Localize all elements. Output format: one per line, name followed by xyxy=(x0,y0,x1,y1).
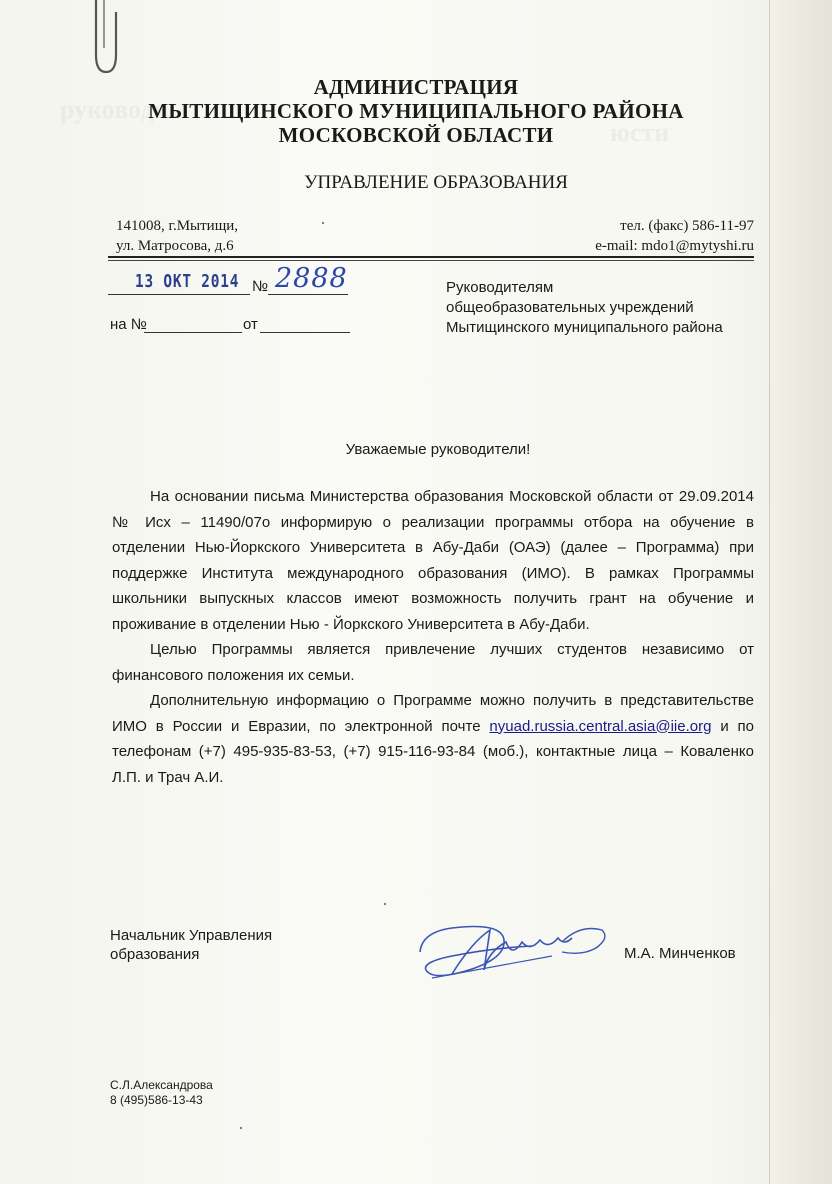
number-underline xyxy=(268,294,348,295)
signatory-name: М.А. Минченков xyxy=(624,945,736,962)
reply-from-label: от xyxy=(243,316,258,333)
recipient-line-3: Мытищинского муниципального района xyxy=(446,319,723,336)
date-underline xyxy=(108,294,250,295)
signatory-title-line-1: Начальник Управления xyxy=(110,927,273,944)
paragraph-3-end: и по телефонам (+7) 495-935-83-53, (+7) 915-116-93-84 (моб.), контактные лица – Коваленко Л.П. и Трач А.И. xyxy=(112,717,755,786)
contact-block xyxy=(595,216,754,256)
speck xyxy=(384,903,386,905)
executor-name: С.Л.Александрова xyxy=(110,1078,213,1092)
phone-text: тел. (факс) 586-11-97 xyxy=(620,218,754,234)
signatory-title xyxy=(110,926,272,964)
greeting: Уважаемые руководители! xyxy=(345,441,531,458)
contact-email-link[interactable]: nyuad.russia.central.asia@iie.org xyxy=(489,717,712,735)
reply-date-line xyxy=(260,332,350,333)
bleed-through: юсти xyxy=(610,118,670,147)
address-block xyxy=(116,216,238,256)
bleed-through: руководи xyxy=(60,95,169,124)
department-title: УПРАВЛЕНИЕ ОБРАЗОВАНИЯ xyxy=(304,172,568,193)
reply-prefix: на № xyxy=(110,316,147,333)
email-text: e-mail: mdo1@mytyshi.ru xyxy=(595,238,754,254)
org-line-3: МОСКОВСКОЙ ОБЛАСТИ xyxy=(278,123,554,147)
speck xyxy=(240,1127,242,1129)
letter-body xyxy=(112,484,754,790)
executor-block xyxy=(110,1078,213,1108)
header-rule-thick xyxy=(108,256,754,258)
paper-clip-icon xyxy=(84,0,124,80)
header-rule-thin xyxy=(108,260,754,261)
handwritten-number: 2888 xyxy=(275,263,348,294)
address-line-2: ул. Матросова, д.6 xyxy=(116,238,234,254)
org-line-1: АДМИНИСТРАЦИЯ xyxy=(313,75,519,99)
paragraph-1: На основании письма Министерства образования Московской области от 29.09.2014 № Исх – 11490/07о информирую о реализации программы отбора на обучение в отделении Нью-Йоркского Университета в Абу-Даби (ОАЭ) (далее – Программа) при поддержке Института международного образования (ИМО). В рамках Программы школьники выпускных классов имеют возможность получить грант на обучение и проживание в отделении Нью - Йоркского Университета в Абу-Даби. xyxy=(112,488,754,633)
handwritten-signature xyxy=(412,912,612,987)
paragraph-2: Целью Программы является привлечение лучших студентов независимо от финансового положения их семьи. xyxy=(112,641,754,684)
recipient-line-2: общеобразовательных учреждений xyxy=(446,299,694,316)
executor-phone: 8 (495)586-13-43 xyxy=(110,1093,203,1107)
date-stamp: 13 ОКТ 2014 xyxy=(135,271,240,292)
number-prefix: № xyxy=(252,278,269,295)
recipient-line-1: Руководителям xyxy=(446,279,554,296)
recipient-block xyxy=(446,278,723,338)
org-line-2: МЫТИЩИНСКОГО МУНИЦИПАЛЬНОГО РАЙОНА xyxy=(148,99,684,123)
signatory-title-line-2: образования xyxy=(110,946,200,963)
paragraph-3-start: Дополнительную информацию о Программе можно получить в представительстве ИМО в России и Евразии, по электронной почте xyxy=(112,692,754,735)
reply-number-line xyxy=(144,332,242,333)
address-line-1: 141008, г.Мытищи, xyxy=(116,218,239,234)
speck xyxy=(322,222,324,224)
paragraph-3 xyxy=(112,688,754,790)
